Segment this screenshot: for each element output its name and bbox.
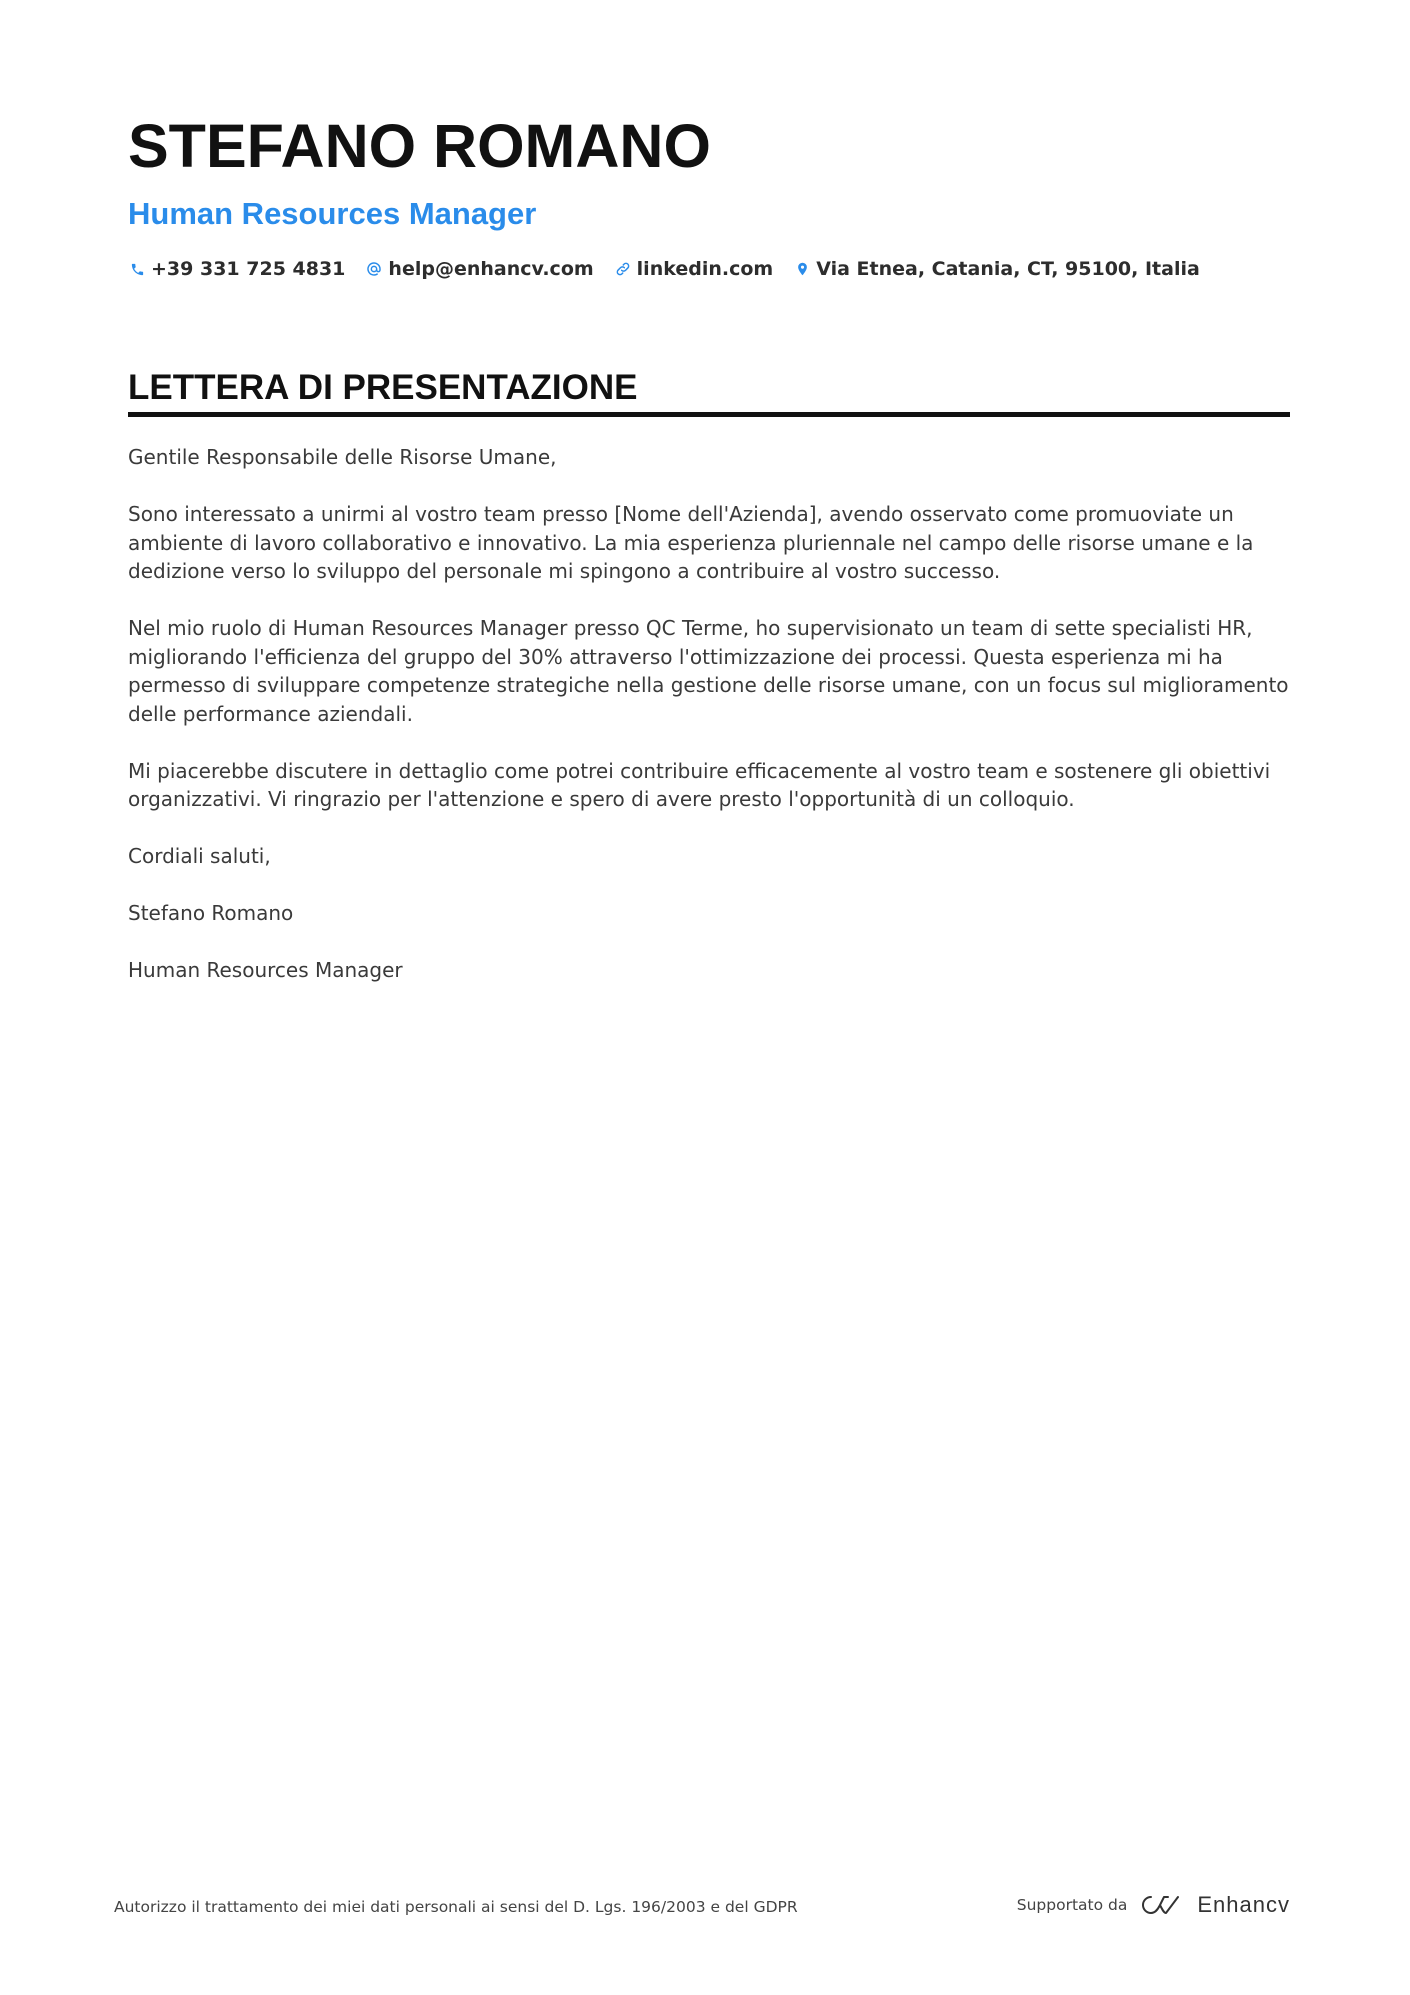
enhancv-brand-name: Enhancv bbox=[1197, 1892, 1290, 1917]
contact-phone bbox=[128, 258, 345, 280]
contact-email[interactable] bbox=[365, 258, 593, 280]
contact-address bbox=[793, 258, 1200, 280]
powered-by-label: Supportato da bbox=[1016, 1896, 1128, 1914]
phone-icon bbox=[128, 260, 146, 278]
letter-paragraph-3: Mi piacerebbe discutere in dettaglio come potrei contribuire efficacemente al vostro team e sostenere gli obiettivi organizzativi. Vi ringrazio per l'attenzione e spero di avere presto l'opportunità di un colloquio. bbox=[128, 758, 1271, 811]
privacy-consent: Autorizzo il trattamento dei miei dati personali ai sensi del D. Lgs. 196/2003 e del GDPR bbox=[114, 1898, 798, 1916]
at-icon bbox=[365, 260, 383, 278]
letter-paragraph-2: Nel mio ruolo di Human Resources Manager presso QC Terme, ho supervisionato un team di sette specialisti HR, migliorando l'efficienza del gruppo del 30% attraverso l'ottimizzazione dei processi. Questa esperienza mi ha permesso di sviluppare competenze strategiche nella gestione delle risorse umane, con un focus sul miglioramento delle performance aziendali. bbox=[128, 616, 1289, 726]
contact-email-text[interactable]: help@enhancv.com bbox=[388, 258, 594, 280]
location-pin-icon bbox=[793, 260, 811, 278]
contact-linkedin[interactable] bbox=[614, 258, 774, 280]
letter-greeting: Gentile Responsabile delle Risorse Umane, bbox=[128, 445, 557, 469]
letter-paragraph-1: Sono interessato a unirmi al vostro team presso [Nome dell'Azienda], avendo osservato come promuoviate un ambiente di lavoro collaborativo e innovativo. La mia esperienza pluriennale nel campo delle risorse umane e la dedizione verso lo sviluppo del personale mi spingono a contribuire al vostro successo. bbox=[128, 502, 1254, 583]
letter-closing: Cordiali saluti, bbox=[128, 844, 271, 868]
signature-role: Human Resources Manager bbox=[128, 958, 403, 982]
applicant-role: Human Resources Manager bbox=[128, 196, 537, 231]
link-icon bbox=[614, 260, 632, 278]
contact-phone-text: +39 331 725 4831 bbox=[151, 258, 346, 280]
section-divider bbox=[128, 412, 1290, 417]
section-title: LETTERA DI PRESENTAZIONE bbox=[128, 368, 638, 407]
contact-linkedin-text[interactable]: linkedin.com bbox=[636, 258, 774, 280]
enhancv-logo-icon bbox=[1139, 1893, 1185, 1917]
contact-bar bbox=[128, 258, 1288, 280]
header bbox=[128, 108, 1288, 280]
contact-address-text: Via Etnea, Catania, CT, 95100, Italia bbox=[816, 258, 1200, 280]
applicant-name: STEFANO ROMANO bbox=[128, 112, 711, 180]
cover-letter-section bbox=[128, 366, 1290, 1013]
powered-by[interactable] bbox=[1017, 1892, 1290, 1918]
signature-name: Stefano Romano bbox=[128, 901, 294, 925]
footer bbox=[114, 1888, 1290, 1928]
letter-body bbox=[128, 443, 1290, 985]
